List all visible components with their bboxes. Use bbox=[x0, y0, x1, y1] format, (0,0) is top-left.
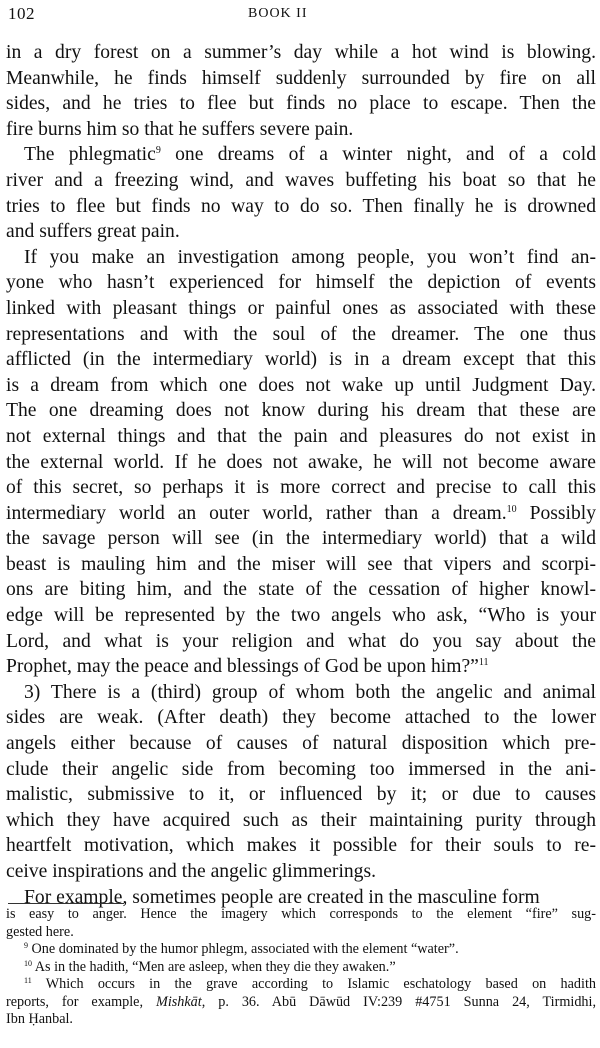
text-line: not external things and that the pain and pleasures do not exist in bbox=[6, 425, 596, 447]
text-line: 3) There is a (third) group of whom both the angelic and animal bbox=[24, 681, 596, 703]
footnote-line: is easy to anger. Hence the imagery which corresponds to the element “fire” sug- bbox=[6, 906, 596, 922]
text-line: ceive inspirations and the angelic glimmerings. bbox=[6, 861, 377, 882]
text-line: Lord, and what is your religion and what do you say about the bbox=[6, 630, 596, 652]
text-line: in a dry forest on a summer’s day while a hot wind is blowing. bbox=[6, 42, 596, 63]
text-line: representations and with the soul of the dreamer. The one thus bbox=[6, 323, 596, 345]
footnote-10 bbox=[6, 959, 596, 977]
text-line: the external world. If he does not awake, he will not become aware bbox=[6, 451, 596, 473]
footnotes bbox=[6, 906, 596, 1029]
book-page bbox=[6, 0, 596, 1048]
text-line: linked with pleasant things or painful ones as associated with these bbox=[6, 297, 596, 319]
text-line: is a dream from which one does not wake up until Judgment Day. bbox=[6, 374, 596, 396]
text-segment: Prophet, may the peace and blessings of God be upon him?” bbox=[6, 656, 479, 678]
footnote-line bbox=[6, 994, 596, 1012]
footnote-ref-11: 11 bbox=[478, 657, 489, 669]
text-segment: one dreams of a winter night, and of a cold bbox=[160, 144, 596, 166]
text-line: For example, sometimes people are created in the masculine form bbox=[24, 886, 540, 908]
footnote-text: As in the hadith, “Men are asleep, when they die they awaken.” bbox=[32, 958, 396, 975]
text-line: malistic, submissive to it, or influenced by it; or due to causes bbox=[6, 784, 596, 806]
text-line: edge will be represented by the two angels who ask, “Who is your bbox=[6, 605, 596, 627]
paragraph-4 bbox=[6, 680, 596, 885]
text-line: ons are biting him, and the state of the cessation of higher knowl- bbox=[6, 579, 596, 601]
footnote-text: Which occurs in the grave according to Islamic eschatology based on hadith bbox=[31, 976, 596, 992]
text-line: sides, and he tries to flee but finds no place to escape. Then the bbox=[6, 93, 596, 115]
footnote-ref-10: 10 bbox=[506, 503, 517, 515]
text-line: The one dreaming does not know during his dream that these are bbox=[6, 400, 596, 422]
paragraph-1 bbox=[6, 40, 596, 142]
footnote-text: One dominated by the humor phlegm, associated with the element “water”. bbox=[28, 941, 459, 957]
page-header bbox=[6, 4, 596, 28]
text-line: sides are weak. (After death) they become attached to the lower bbox=[6, 707, 596, 729]
text-line: Meanwhile, he finds himself suddenly surrounded by fire on all bbox=[6, 67, 596, 89]
text-line bbox=[6, 142, 596, 168]
footnote-marker: 9 bbox=[24, 941, 28, 950]
footnote-marker: 11 bbox=[24, 976, 32, 985]
footnote-italic-title: Mishkāt bbox=[156, 993, 202, 1010]
text-line: yone who hasn’t experienced for himself the depiction of events bbox=[6, 272, 596, 294]
text-line: which they have acquired such as their maintaining purity through bbox=[6, 809, 596, 831]
footnote-line: Ibn Ḥanbal. bbox=[6, 1011, 73, 1027]
footnote-11 bbox=[6, 976, 596, 994]
page-number: 102 bbox=[8, 4, 35, 23]
footnote-ref-9: 9 bbox=[155, 145, 161, 157]
text-segment: intermediary world an outer world, rather than a dream. bbox=[6, 502, 507, 524]
text-line: clude their angelic side from becoming too immersed in the ani- bbox=[6, 758, 596, 780]
footnote-text: , p. 36. Abū Dāwūd IV:239 #4751 Sunna 24, Tirmidhi, bbox=[201, 993, 597, 1010]
text-line: heartfelt motivation, which makes it possible for their souls to re- bbox=[6, 835, 596, 857]
text-line: beast is mauling him and the miser will see that vipers and scorpi- bbox=[6, 553, 596, 575]
text-line: If you make an investigation among people, you won’t find an- bbox=[24, 246, 596, 268]
text-line: river and a freezing wind, and waves buffeting his boat so that he bbox=[6, 169, 596, 191]
text-line bbox=[6, 501, 596, 527]
footnote-rule bbox=[8, 903, 124, 904]
text-line: tries to flee but finds no way to do so. Then finally he is drowned bbox=[6, 195, 596, 217]
footnote-text: reports, for example, bbox=[6, 993, 156, 1010]
text-segment: The phlegmatic bbox=[24, 144, 156, 166]
text-line: fire burns him so that he suffers severe pain. bbox=[6, 118, 354, 140]
paragraph-2 bbox=[6, 142, 596, 244]
paragraph-3 bbox=[6, 245, 596, 680]
body-text bbox=[6, 40, 596, 910]
text-line: the savage person will see (in the intermediary world) that a wild bbox=[6, 528, 596, 550]
text-line: angels either because of causes of natural disposition which pre- bbox=[6, 733, 596, 755]
text-line: and suffers great pain. bbox=[6, 221, 180, 243]
footnote-line: gested here. bbox=[6, 923, 74, 940]
text-line bbox=[6, 654, 596, 680]
running-head: BOOK II bbox=[248, 6, 308, 21]
text-line: of this secret, so perhaps it is more correct and precise to call this bbox=[6, 477, 596, 499]
text-line: afflicted (in the intermediary world) is in a dream except that this bbox=[6, 349, 596, 371]
text-segment: Possibly bbox=[516, 502, 597, 524]
footnote-9 bbox=[6, 941, 596, 959]
footnote-marker: 10 bbox=[24, 958, 32, 968]
